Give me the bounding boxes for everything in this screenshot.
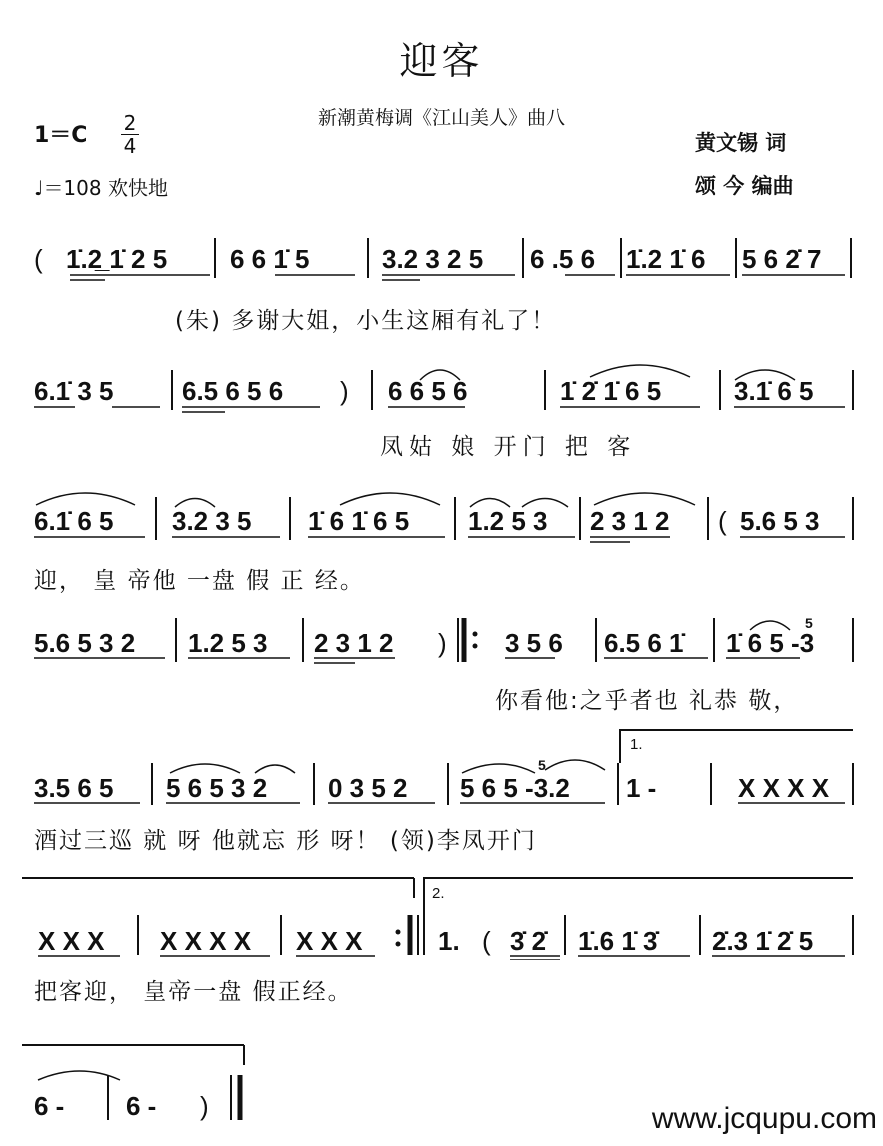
- song-subtitle: 新潮黄梅调《江山美人》曲八: [317, 107, 565, 129]
- song-title: 迎客: [399, 39, 484, 83]
- svg-text:6 -: 6 -: [126, 1091, 157, 1121]
- score-line-4: [0, 610, 883, 675]
- lyric-line-3: 迎， 皇 帝他 一盘 假 正 经。: [34, 568, 365, 594]
- svg-text:0 3 5 2: 0 3 5 2: [328, 773, 408, 803]
- watermark: www.jcqupu.com: [651, 1102, 877, 1135]
- svg-text:1̇.2̲ 1̇ 2 5: 1̇.2̲ 1̇ 2 5: [66, 244, 168, 274]
- svg-text:6 6 5 6: 6 6 5 6: [388, 376, 468, 406]
- score-line-2: [0, 355, 883, 425]
- svg-text:1 -: 1 -: [626, 773, 657, 803]
- svg-text:5 6 2̇ 7: 5 6 2̇ 7: [742, 244, 822, 274]
- svg-text:3̇ 2̇: 3̇ 2̇: [510, 926, 547, 956]
- svg-text:): ): [340, 376, 349, 406]
- svg-text:): ): [200, 1091, 209, 1121]
- lyricist-credit: 黄文锡 词: [695, 130, 787, 155]
- score-line-5: [0, 725, 883, 810]
- svg-text:1̇.2 1̇ 6: 1̇.2 1̇ 6: [626, 244, 706, 274]
- tempo-marking: [34, 172, 168, 201]
- svg-text:X X X X: X X X X: [738, 773, 830, 803]
- svg-text:5.6 5 3: 5.6 5 3: [740, 506, 820, 536]
- svg-text:1̇ 6 1̇ 6 5: 1̇ 6 1̇ 6 5: [308, 506, 410, 536]
- svg-text:(: (: [718, 506, 727, 536]
- lyric-line-1: (朱) 多谢大姐，小生这厢有礼了！: [175, 308, 557, 334]
- svg-text:X X X X: X X X X: [160, 926, 252, 956]
- svg-text:6 6 1̇ 5: 6 6 1̇ 5: [230, 244, 310, 274]
- svg-text:1.2 5 3: 1.2 5 3: [468, 506, 548, 536]
- svg-text:3.5 6 5: 3.5 6 5: [34, 773, 114, 803]
- svg-text:6.5 6 1̇: 6.5 6 1̇: [604, 628, 684, 658]
- svg-text:2̇.3 1̇ 2̇ 5: 2̇.3 1̇ 2̇ 5: [712, 926, 814, 956]
- score-line-1: [0, 228, 883, 288]
- svg-text:): ): [438, 628, 447, 658]
- time-top: 2: [123, 111, 137, 135]
- svg-text:6 -: 6 -: [34, 1091, 65, 1121]
- svg-text:2.: 2.: [432, 885, 445, 902]
- composer-credit: 颂 今 编曲: [695, 173, 794, 198]
- svg-text:3.2 3 5: 3.2 3 5: [172, 506, 252, 536]
- svg-text:(: (: [482, 926, 491, 956]
- quarter-note-icon: ♩: [34, 176, 44, 200]
- svg-text:6.1̇ 3 5: 6.1̇ 3 5: [34, 376, 114, 406]
- svg-text:6.1̇ 6 5: 6.1̇ 6 5: [34, 506, 114, 536]
- svg-text:1̇ 6 5 ‑3: 1̇ 6 5 ‑3: [726, 628, 815, 658]
- svg-text:5: 5: [805, 615, 813, 631]
- svg-text:X X X: X X X: [296, 926, 363, 956]
- svg-text:5.6 5 3 2: 5.6 5 3 2: [34, 628, 136, 658]
- svg-text:3.2 3 2 5: 3.2 3 2 5: [382, 244, 484, 274]
- svg-text:1̇.6 1̇ 3̇: 1̇.6 1̇ 3̇: [578, 926, 658, 956]
- tempo-text: ＝108 欢快地: [43, 176, 168, 200]
- time-bottom: 4: [123, 134, 137, 158]
- svg-text:X X X: X X X: [38, 926, 105, 956]
- svg-text:2 3 1 2: 2 3 1 2: [314, 628, 394, 658]
- lyric-line-5: 酒过三巡 就 呀 他就忘 形 呀！ (领)李凤开门: [34, 828, 537, 854]
- svg-text:(: (: [34, 244, 43, 274]
- score-line-6: [0, 870, 883, 960]
- key-signature: 1＝C: [34, 123, 88, 148]
- lyric-line-4: 你看他:之乎者也 礼恭 敬，: [495, 688, 799, 714]
- svg-text:1.: 1.: [630, 736, 643, 753]
- svg-text:6.5 6 5 6: 6.5 6 5 6: [182, 376, 284, 406]
- svg-text:5 6 5 3 2: 5 6 5 3 2: [166, 773, 268, 803]
- svg-text:5: 5: [538, 757, 546, 773]
- svg-text:2 3 1 2: 2 3 1 2: [590, 506, 670, 536]
- lyric-line-6: 把客迎， 皇帝一盘 假正经。: [34, 979, 353, 1005]
- svg-text:5 6 5 ‑3.2: 5 6 5 ‑3.2: [460, 773, 570, 803]
- svg-text:1̇ 2̇ 1̇ 6 5: 1̇ 2̇ 1̇ 6 5: [560, 376, 662, 406]
- svg-text:3.1̇ 6 5: 3.1̇ 6 5: [734, 376, 814, 406]
- svg-text:1.: 1.: [438, 926, 460, 956]
- score-line-3: [0, 485, 883, 555]
- svg-text:3 5 6: 3 5 6: [505, 628, 563, 658]
- time-signature: [119, 112, 141, 157]
- svg-text:6 .5 6: 6 .5 6: [530, 244, 596, 274]
- svg-text:1.2 5 3: 1.2 5 3: [188, 628, 268, 658]
- lyric-line-2: 凤姑 娘 开门 把 客: [380, 434, 637, 460]
